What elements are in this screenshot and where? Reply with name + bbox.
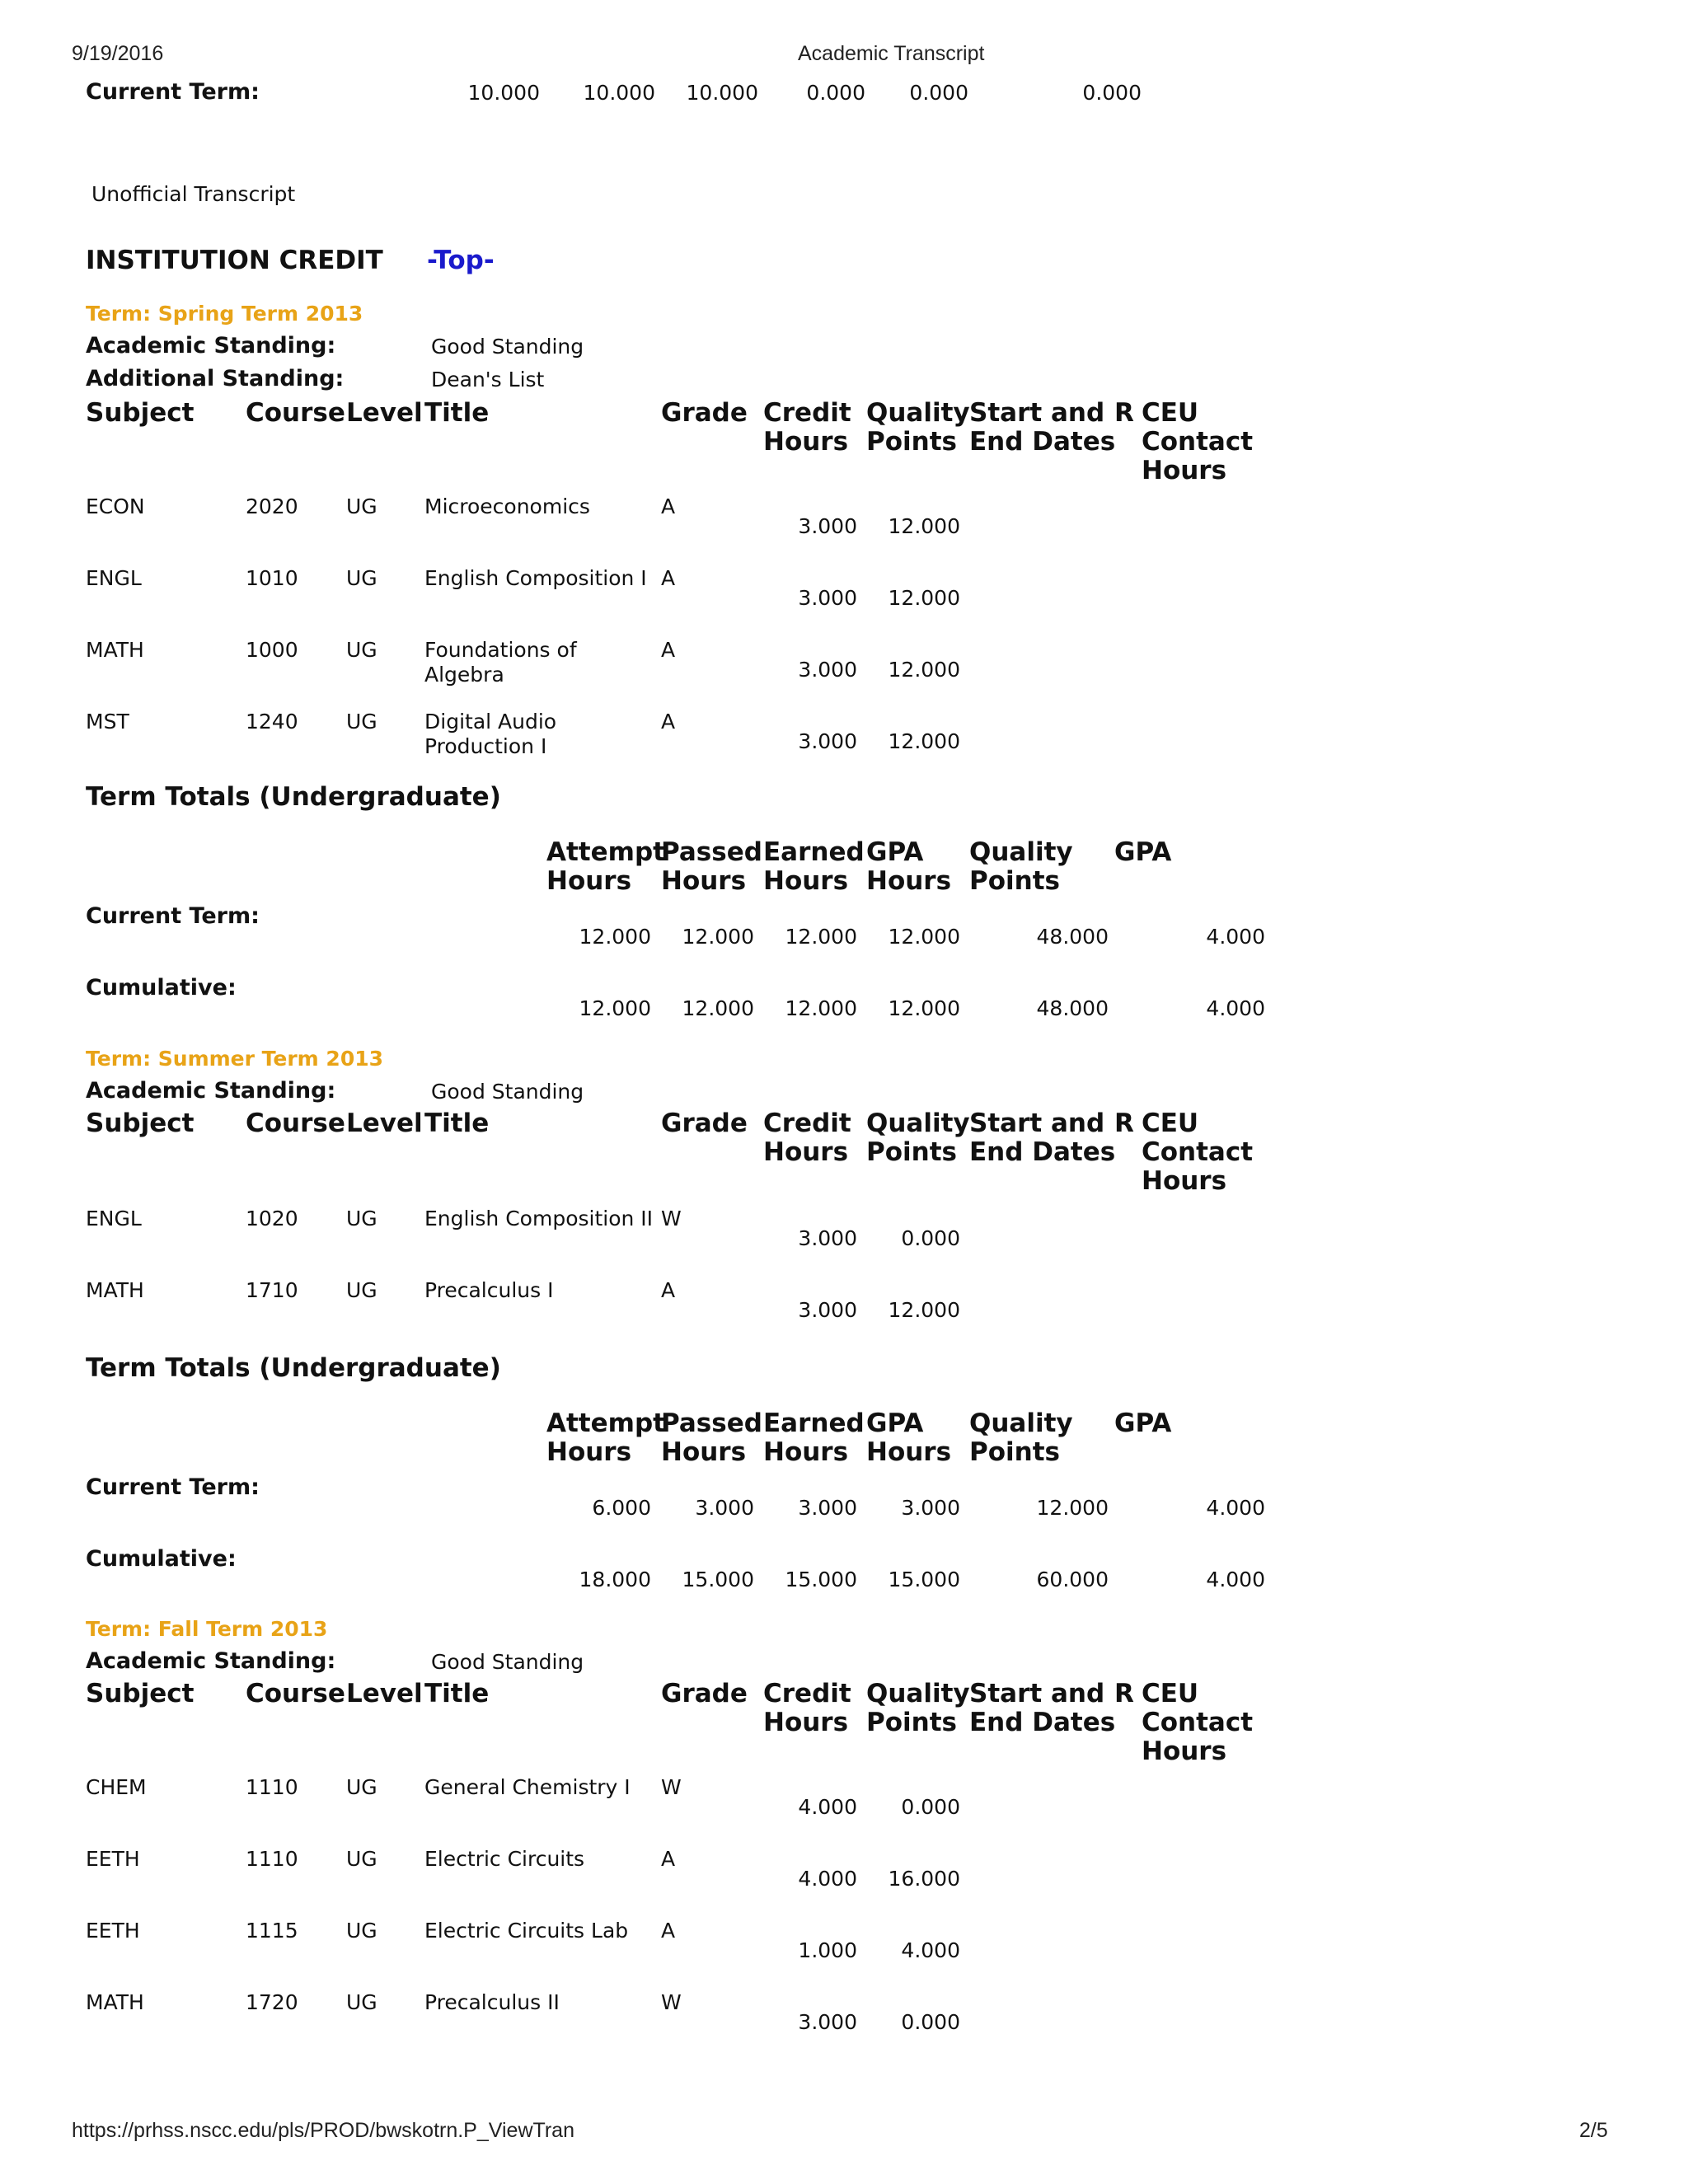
- col-title: Title: [424, 1679, 490, 1708]
- col-course: Course: [246, 1679, 345, 1708]
- current-term-label: Current Term:: [86, 1474, 260, 1500]
- col-r: R: [1114, 1679, 1134, 1708]
- cell-subject: ECON: [86, 494, 145, 518]
- col-level: Level: [346, 1679, 423, 1708]
- cell-level: UG: [346, 1847, 377, 1871]
- col-attempt-hours: Attempt Hours: [546, 1408, 665, 1467]
- col-title: Title: [424, 1108, 490, 1138]
- cell-level: UG: [346, 1278, 377, 1302]
- cell-level: UG: [346, 566, 377, 590]
- cell-credit-hours: 3.000: [798, 2010, 857, 2034]
- cell-grade: A: [661, 710, 676, 733]
- cell-earned-hours: 3.000: [798, 1496, 857, 1520]
- col-course: Course: [246, 398, 345, 428]
- cell-title: Precalculus I: [424, 1278, 554, 1302]
- cell-subject: EETH: [86, 1919, 140, 1943]
- col-ceu-contact-hours: CEU Contact Hours: [1142, 1679, 1254, 1766]
- cell-credit-hours: 4.000: [798, 1867, 857, 1891]
- col-r: R: [1114, 1108, 1134, 1138]
- cumulative-label: Cumulative:: [86, 975, 237, 1001]
- cell-quality-points: 12.000: [1036, 1496, 1109, 1520]
- term-heading: Term: Summer Term 2013: [86, 1047, 384, 1071]
- cell-quality-points: 12.000: [888, 658, 960, 682]
- col-start-end-dates: Start and End Dates: [969, 398, 1116, 457]
- cell-quality-points: 48.000: [1036, 996, 1109, 1020]
- cell-level: UG: [346, 710, 377, 733]
- cell-course: 1110: [246, 1775, 298, 1799]
- col-grade: Grade: [661, 398, 748, 428]
- col-earned-hours: Earned Hours: [763, 1408, 865, 1467]
- cell-subject: ENGL: [86, 566, 142, 590]
- cell-attempt-hours: 12.000: [579, 996, 651, 1020]
- cell-course: 1020: [246, 1207, 298, 1230]
- cell-gpa: 4.000: [1206, 996, 1265, 1020]
- col-quality-points: Quality Points: [866, 1108, 970, 1167]
- cell-credit-hours: 3.000: [798, 586, 857, 610]
- cell-quality-points: 12.000: [888, 729, 960, 753]
- col-passed-hours: Passed Hours: [661, 1408, 762, 1467]
- cell-quality-points: 0.000: [901, 1226, 960, 1250]
- cell-title: Microeconomics: [424, 494, 590, 518]
- cell-credit-hours: 3.000: [798, 514, 857, 538]
- cell-attempt-hours: 6.000: [592, 1496, 651, 1520]
- col-grade: Grade: [661, 1108, 748, 1138]
- col-subject: Subject: [86, 1679, 195, 1708]
- col-quality-points: Quality Points: [866, 398, 970, 457]
- cell-quality-points: 12.000: [888, 514, 960, 538]
- cell-subject: MST: [86, 710, 129, 733]
- carryover-value: 10.000: [686, 81, 758, 105]
- cell-earned-hours: 12.000: [785, 925, 857, 949]
- footer-url: https://prhss.nscc.edu/pls/PROD/bwskotrn.P_ViewTran: [72, 2119, 574, 2142]
- academic-standing-label: Academic Standing:: [86, 1078, 336, 1104]
- academic-standing-value: Good Standing: [431, 335, 584, 359]
- cell-level: UG: [346, 638, 377, 662]
- cell-grade: W: [661, 1990, 682, 2014]
- cell-grade: A: [661, 1919, 676, 1943]
- col-earned-hours: Earned Hours: [763, 837, 865, 896]
- cell-grade: W: [661, 1207, 682, 1230]
- col-start-end-dates: Start and End Dates: [969, 1108, 1116, 1167]
- unofficial-transcript-label: Unofficial Transcript: [91, 182, 296, 206]
- academic-standing-label: Academic Standing:: [86, 333, 336, 359]
- cell-level: UG: [346, 1990, 377, 2014]
- cell-title: Precalculus II: [424, 1990, 560, 2014]
- carryover-value: 0.000: [909, 81, 968, 105]
- col-credit-hours: Credit Hours: [763, 398, 851, 457]
- cell-title: English Composition I: [424, 566, 647, 590]
- cell-level: UG: [346, 1919, 377, 1943]
- cell-level: UG: [346, 494, 377, 518]
- col-gpa-hours: GPA Hours: [866, 1408, 952, 1467]
- col-gpa: GPA: [1114, 1408, 1172, 1438]
- cell-grade: A: [661, 1847, 676, 1871]
- cell-passed-hours: 12.000: [682, 925, 754, 949]
- additional-standing-label: Additional Standing:: [86, 366, 345, 391]
- cell-course: 1115: [246, 1919, 298, 1943]
- cell-subject: MATH: [86, 638, 144, 662]
- cell-level: UG: [346, 1775, 377, 1799]
- cell-gpa-hours: 3.000: [901, 1496, 960, 1520]
- carryover-value: 0.000: [806, 81, 865, 105]
- cell-credit-hours: 4.000: [798, 1795, 857, 1819]
- cell-grade: W: [661, 1775, 682, 1799]
- cell-earned-hours: 12.000: [785, 996, 857, 1020]
- cell-title: Electric Circuits: [424, 1847, 585, 1871]
- cell-gpa: 4.000: [1206, 925, 1265, 949]
- cell-gpa-hours: 15.000: [888, 1568, 960, 1591]
- cell-course: 1720: [246, 1990, 298, 2014]
- cell-title: General Chemistry I: [424, 1775, 631, 1799]
- top-link[interactable]: -Top-: [427, 246, 495, 275]
- cell-title: Electric Circuits Lab: [424, 1919, 629, 1943]
- term-totals-heading: Term Totals (Undergraduate): [86, 782, 501, 812]
- cell-level: UG: [346, 1207, 377, 1230]
- cell-passed-hours: 15.000: [682, 1568, 754, 1591]
- col-passed-hours: Passed Hours: [661, 837, 762, 896]
- page-number: 2/5: [1579, 2119, 1608, 2142]
- cell-subject: CHEM: [86, 1775, 147, 1799]
- cell-subject: MATH: [86, 1278, 144, 1302]
- cell-quality-points: 12.000: [888, 1298, 960, 1322]
- cell-earned-hours: 15.000: [785, 1568, 857, 1591]
- print-date: 9/19/2016: [72, 42, 164, 65]
- term-heading: Term: Spring Term 2013: [86, 302, 363, 326]
- cell-gpa: 4.000: [1206, 1496, 1265, 1520]
- cell-credit-hours: 3.000: [798, 1226, 857, 1250]
- cell-course: 1110: [246, 1847, 298, 1871]
- cell-course: 1000: [246, 638, 298, 662]
- col-credit-hours: Credit Hours: [763, 1679, 851, 1737]
- term-heading: Term: Fall Term 2013: [86, 1617, 328, 1641]
- cell-gpa-hours: 12.000: [888, 925, 960, 949]
- institution-credit-heading: INSTITUTION CREDIT: [86, 246, 383, 275]
- cell-course: 2020: [246, 494, 298, 518]
- cell-title: English Composition II: [424, 1207, 654, 1230]
- academic-standing-value: Good Standing: [431, 1650, 584, 1674]
- cell-title: Digital Audio Production I: [424, 710, 557, 758]
- col-ceu-contact-hours: CEU Contact Hours: [1142, 398, 1254, 485]
- cell-course: 1240: [246, 710, 298, 733]
- col-r: R: [1114, 398, 1134, 428]
- cell-grade: A: [661, 494, 676, 518]
- col-quality-points: Quality Points: [866, 1679, 970, 1737]
- cell-grade: A: [661, 566, 676, 590]
- cumulative-label: Cumulative:: [86, 1546, 237, 1572]
- cell-subject: EETH: [86, 1847, 140, 1871]
- additional-standing-value: Dean's List: [431, 368, 545, 391]
- col-credit-hours: Credit Hours: [763, 1108, 851, 1167]
- cell-quality-points: 60.000: [1036, 1568, 1109, 1591]
- cell-quality-points: 48.000: [1036, 925, 1109, 949]
- col-subject: Subject: [86, 398, 195, 428]
- carryover-value: 10.000: [583, 81, 655, 105]
- col-attempt-hours: Attempt Hours: [546, 837, 665, 896]
- cell-passed-hours: 12.000: [682, 996, 754, 1020]
- term-totals-heading: Term Totals (Undergraduate): [86, 1353, 501, 1383]
- col-ceu-contact-hours: CEU Contact Hours: [1142, 1108, 1254, 1196]
- col-quality-points: Quality Points: [969, 837, 1073, 896]
- cell-quality-points: 12.000: [888, 586, 960, 610]
- col-title: Title: [424, 398, 490, 428]
- cell-credit-hours: 3.000: [798, 1298, 857, 1322]
- cell-quality-points: 16.000: [888, 1867, 960, 1891]
- page-title: Academic Transcript: [798, 42, 985, 65]
- academic-standing-label: Academic Standing:: [86, 1648, 336, 1674]
- cell-grade: A: [661, 638, 676, 662]
- cell-attempt-hours: 18.000: [579, 1568, 651, 1591]
- cell-title: Foundations of Algebra: [424, 638, 577, 687]
- current-term-label: Current Term:: [86, 903, 260, 929]
- cell-subject: MATH: [86, 1990, 144, 2014]
- cell-credit-hours: 1.000: [798, 1938, 857, 1962]
- cell-passed-hours: 3.000: [695, 1496, 754, 1520]
- academic-standing-value: Good Standing: [431, 1080, 584, 1104]
- col-grade: Grade: [661, 1679, 748, 1708]
- cell-gpa-hours: 12.000: [888, 996, 960, 1020]
- col-gpa: GPA: [1114, 837, 1172, 867]
- cell-credit-hours: 3.000: [798, 729, 857, 753]
- col-course: Course: [246, 1108, 345, 1138]
- cell-gpa: 4.000: [1206, 1568, 1265, 1591]
- cell-quality-points: 0.000: [901, 2010, 960, 2034]
- col-start-end-dates: Start and End Dates: [969, 1679, 1116, 1737]
- carryover-current-term-label: Current Term:: [86, 79, 260, 105]
- col-subject: Subject: [86, 1108, 195, 1138]
- col-gpa-hours: GPA Hours: [866, 837, 952, 896]
- cell-quality-points: 4.000: [901, 1938, 960, 1962]
- col-level: Level: [346, 398, 423, 428]
- cell-course: 1010: [246, 566, 298, 590]
- cell-quality-points: 0.000: [901, 1795, 960, 1819]
- carryover-value: 0.000: [1082, 81, 1142, 105]
- cell-attempt-hours: 12.000: [579, 925, 651, 949]
- carryover-value: 10.000: [467, 81, 540, 105]
- cell-grade: A: [661, 1278, 676, 1302]
- cell-credit-hours: 3.000: [798, 658, 857, 682]
- cell-course: 1710: [246, 1278, 298, 1302]
- col-quality-points: Quality Points: [969, 1408, 1073, 1467]
- col-level: Level: [346, 1108, 423, 1138]
- cell-subject: ENGL: [86, 1207, 142, 1230]
